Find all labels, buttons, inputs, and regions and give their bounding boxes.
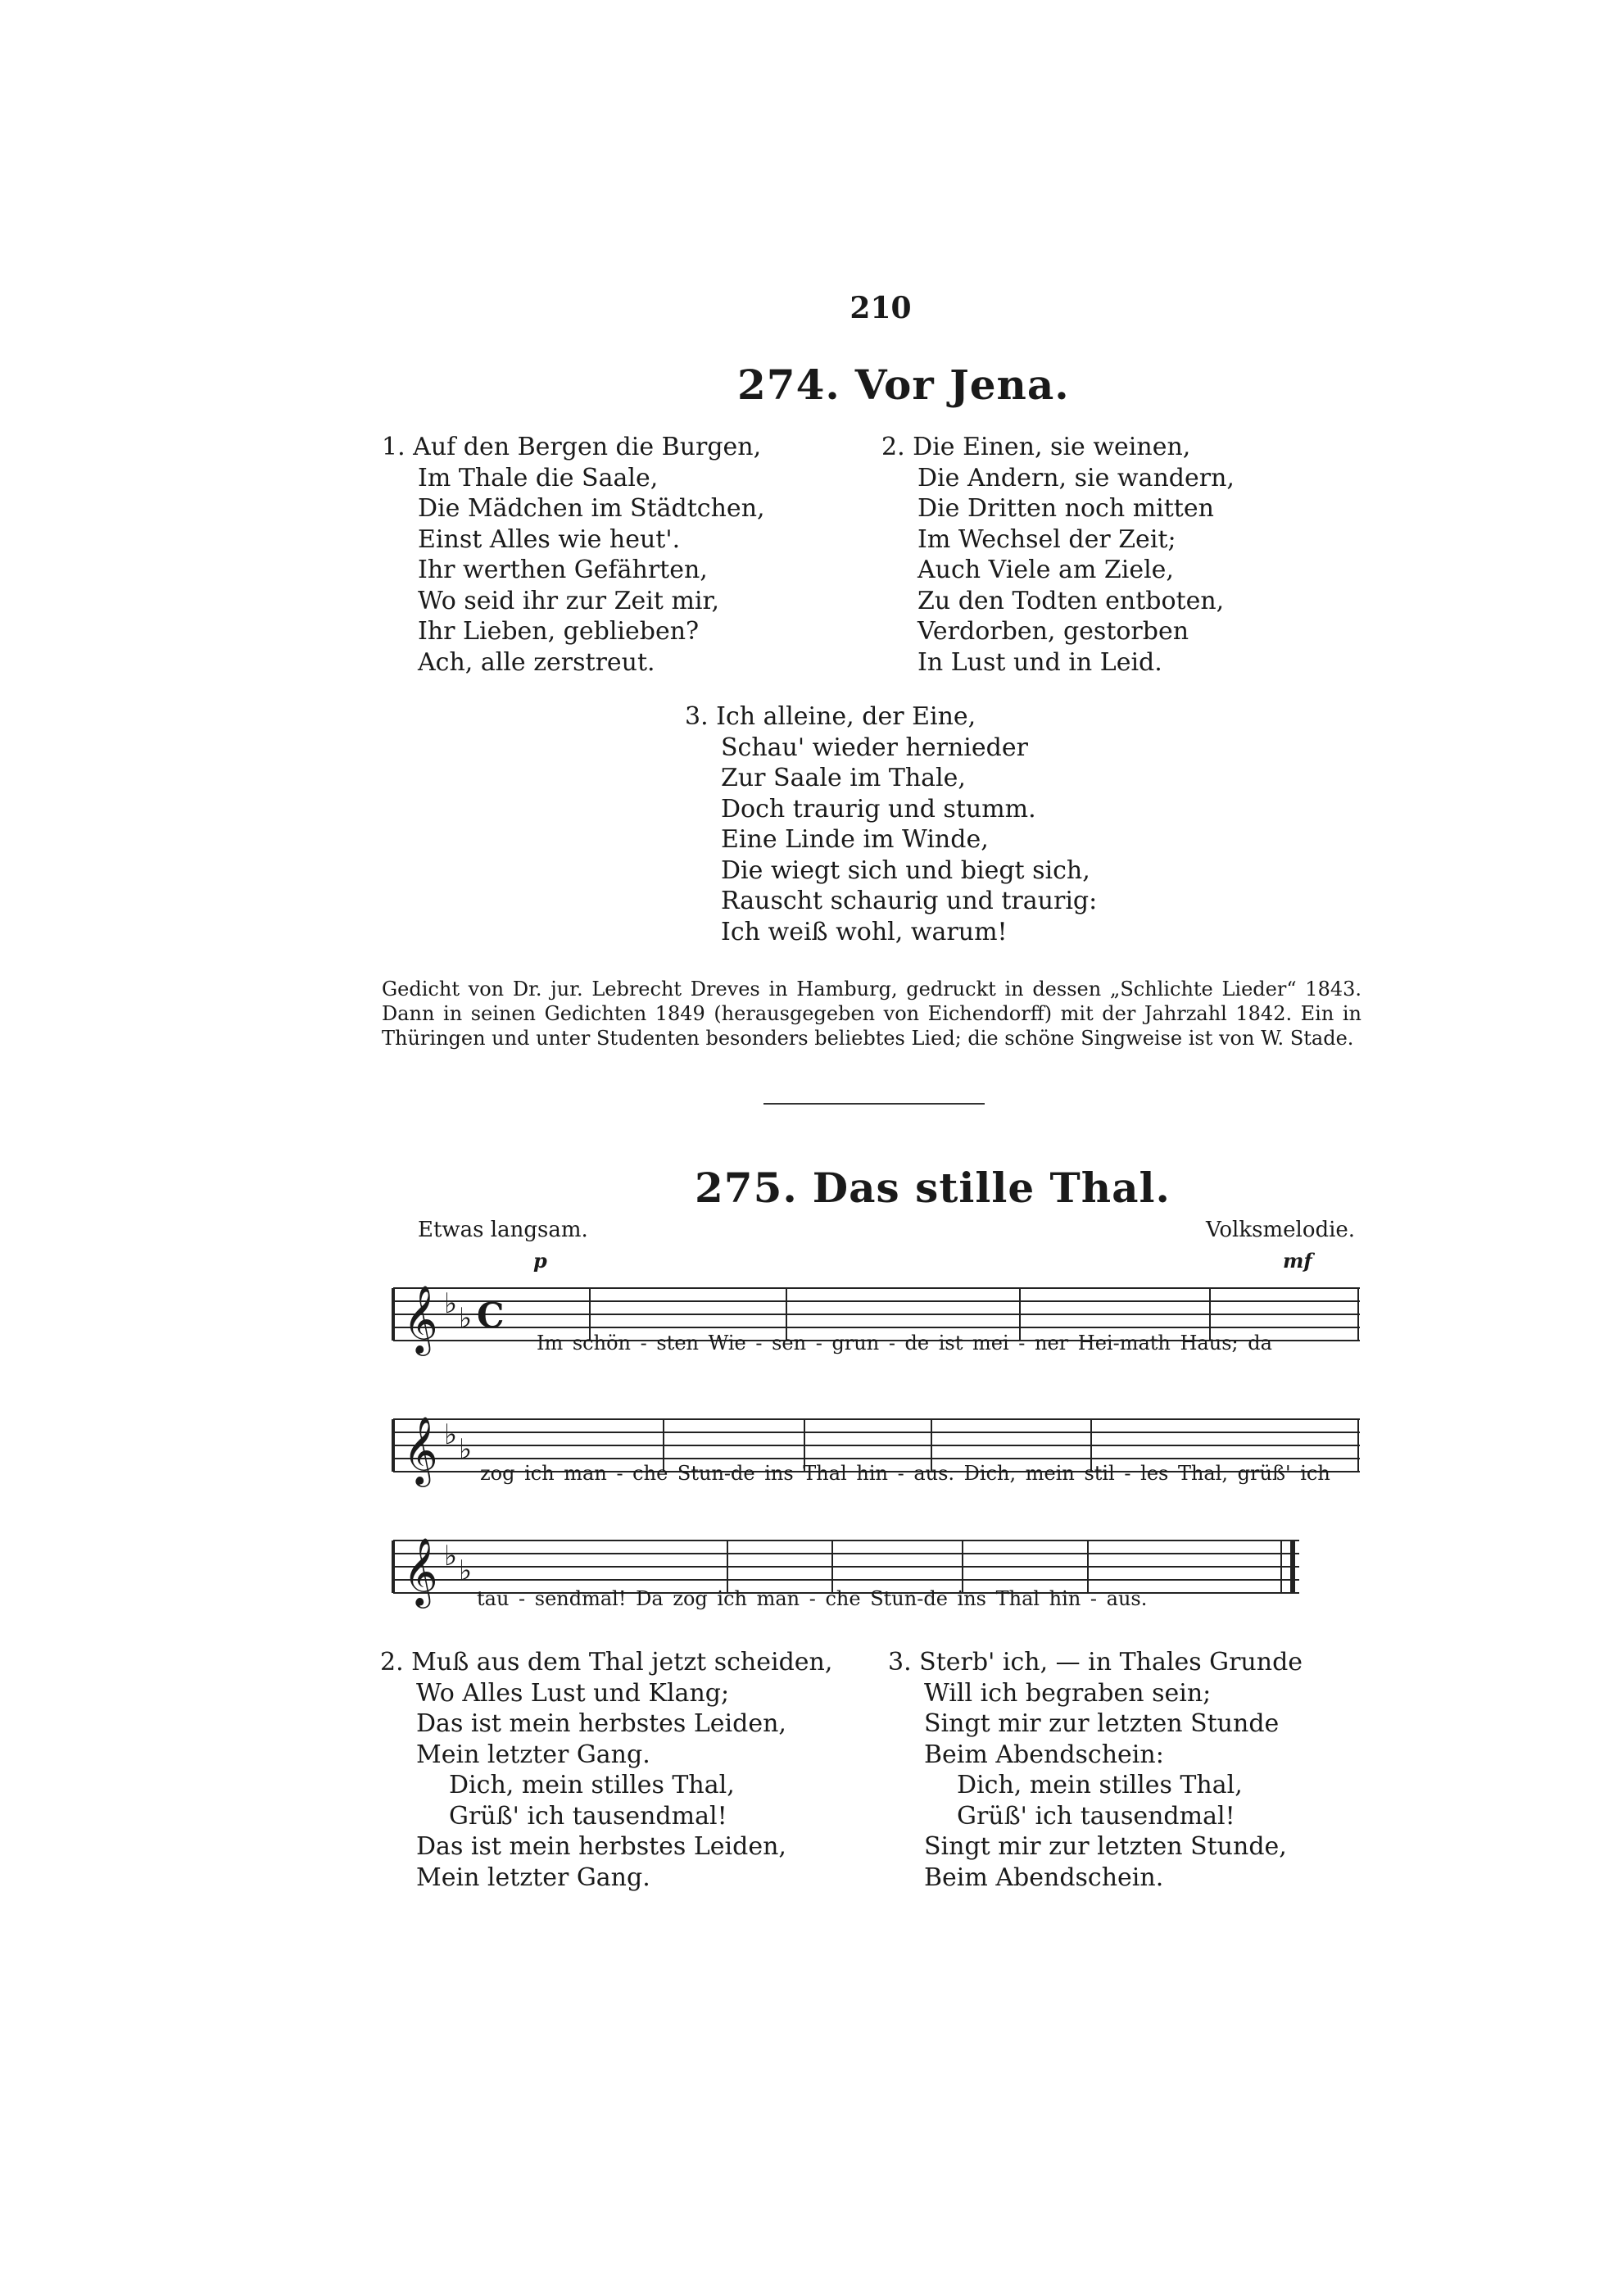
- section-divider: [763, 1103, 985, 1105]
- flat-icon: ♭: [459, 1433, 473, 1466]
- stanza-line: Die wiegt sich und biegt sich,: [721, 855, 1090, 885]
- stanza-line: Ihr Lieben, geblieben?: [418, 617, 700, 646]
- song-275-stanza-2: [380, 1647, 833, 1893]
- song-274-stanza-3: [685, 701, 1098, 947]
- stanza-line: Schau' wieder hernieder: [721, 733, 1028, 762]
- flat-icon: ♭: [459, 1554, 473, 1587]
- stanza-line: Beim Abendschein.: [924, 1863, 1164, 1892]
- melody-source: Volksmelodie.: [1206, 1218, 1356, 1242]
- lyrics-line-1: Im schön - sten Wie - sen - grun - de ist mei - ner Hei-math Haus; da: [537, 1332, 1272, 1354]
- song-274-title-text: Vor Jena.: [854, 361, 1070, 409]
- lyrics-line-3: tau - sendmal! Da zog ich man - che Stun-de ins Thal hin - aus.: [477, 1587, 1148, 1610]
- stanza-line: Grüß' ich tausendmal!: [449, 1801, 727, 1831]
- treble-clef-icon: 𝄞: [403, 1284, 438, 1353]
- flat-icon: ♭: [444, 1418, 458, 1451]
- stanza-line: Verdorben, gestorben: [917, 617, 1189, 646]
- flat-icon: ♭: [459, 1302, 473, 1335]
- stanza-line: Im Wechsel der Zeit;: [917, 524, 1176, 554]
- stanza-line: Eine Linde im Winde,: [721, 825, 989, 854]
- stanza-line: Mein letzter Gang.: [416, 1740, 650, 1769]
- stanza-line: Beim Abendschein:: [924, 1740, 1164, 1769]
- stanza-line: Will ich begraben sein;: [924, 1678, 1212, 1708]
- stanza-line: Ihr werthen Gefährten,: [418, 556, 708, 584]
- stanza-line: Zu den Todten entboten,: [917, 586, 1225, 615]
- treble-clef-icon: 𝄞: [403, 1536, 438, 1605]
- stanza-line: Dich, mein stilles Thal,: [957, 1771, 1243, 1799]
- stanza-line: Mein letzter Gang.: [416, 1863, 650, 1892]
- song-274-source-note: Gedicht von Dr. jur. Lebrecht Dreves in Hamburg, gedruckt in dessen „Schlichte Lieder“ 1843. Dann in seinen Gedichten 1849 (herausgegeben von Eichendorff) mit der Jahrzahl 1842. Ein in Thüringen und unter Studenten besonders beliebtes Lied; die schöne Singweise ist von W. Stade.: [382, 978, 1361, 1050]
- stanza-line: Auch Viele am Ziele,: [917, 556, 1174, 584]
- treble-clef-icon: 𝄞: [403, 1415, 438, 1484]
- stanza-line: 1. Auf den Bergen die Burgen,: [382, 433, 762, 461]
- stanza-line: 2. Muß aus dem Thal jetzt scheiden,: [380, 1648, 833, 1677]
- stanza-line: In Lust und in Leid.: [917, 647, 1162, 677]
- stanza-line: Das ist mein herbstes Leiden,: [416, 1832, 786, 1861]
- stanza-line: Ich weiß wohl, warum!: [721, 917, 1008, 946]
- lyrics-line-2: zog ich man - che Stun-de ins Thal hin - aus. Dich, mein stil - les Thal, grüß' ich: [480, 1462, 1330, 1485]
- stanza-line: 2. Die Einen, sie weinen,: [881, 433, 1191, 461]
- song-275-stanza-3: [888, 1647, 1303, 1893]
- flat-icon: ♭: [444, 1287, 458, 1320]
- song-274-stanza-1: [382, 432, 765, 678]
- stanza-line: Das ist mein herbstes Leiden,: [416, 1709, 786, 1738]
- song-274-title: [737, 361, 1070, 409]
- song-275-title: [695, 1164, 1171, 1212]
- song-274-number: 274.: [737, 361, 840, 409]
- stanza-line: Wo seid ihr zur Zeit mir,: [418, 586, 720, 615]
- stanza-line: Rauscht schaurig und traurig:: [721, 887, 1098, 915]
- stanza-line: Doch traurig und stumm.: [721, 794, 1036, 824]
- tempo-marking: Etwas langsam.: [418, 1218, 588, 1242]
- stanza-line: Singt mir zur letzten Stunde: [924, 1709, 1280, 1738]
- stanza-line: Im Thale die Saale,: [418, 463, 659, 492]
- song-275-title-text: Das stille Thal.: [812, 1164, 1171, 1212]
- song-275-number: 275.: [695, 1164, 798, 1212]
- stanza-line: 3. Sterb' ich, — in Thales Grunde: [888, 1648, 1303, 1677]
- stanza-line: Wo Alles Lust und Klang;: [416, 1678, 730, 1708]
- staff-lines: [393, 1540, 1299, 1593]
- stanza-line: Grüß' ich tausendmal!: [957, 1801, 1235, 1831]
- stanza-line: Ach, alle zerstreut.: [418, 647, 655, 677]
- stanza-line: Einst Alles wie heut'.: [418, 524, 681, 554]
- song-274-stanza-2: [881, 432, 1235, 678]
- stanza-line: 3. Ich alleine, der Eine,: [685, 702, 976, 731]
- dynamic-p: p: [533, 1249, 547, 1273]
- common-time-icon: C: [477, 1295, 505, 1336]
- stanza-line: Zur Saale im Thale,: [721, 764, 966, 792]
- stanza-line: Die Mädchen im Städtchen,: [418, 494, 765, 523]
- flat-icon: ♭: [444, 1540, 458, 1572]
- stanza-line: Die Dritten noch mitten: [917, 494, 1214, 523]
- stanza-line: Dich, mein stilles Thal,: [449, 1771, 735, 1799]
- page-number: 210: [850, 291, 912, 325]
- stanza-line: Die Andern, sie wandern,: [917, 463, 1235, 492]
- stanza-line: Singt mir zur letzten Stunde,: [924, 1832, 1287, 1861]
- music-staff-2: [385, 1401, 1368, 1500]
- dynamic-mf: mf: [1283, 1249, 1312, 1273]
